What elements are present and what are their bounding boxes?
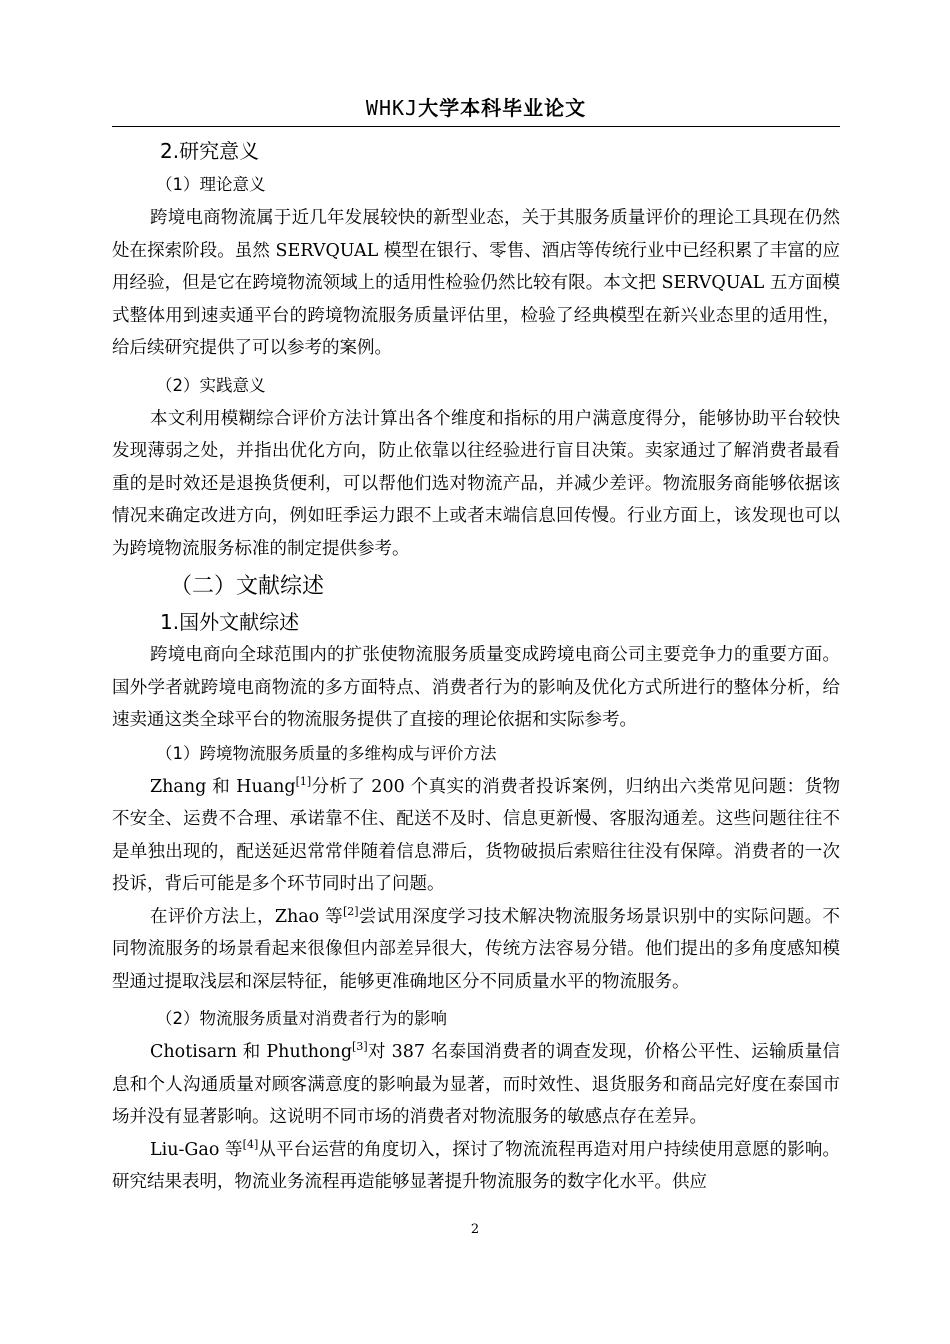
citation-1: [1]	[295, 774, 312, 788]
subheading-consumer-behavior: （2）物流服务质量对消费者行为的影响	[156, 1009, 447, 1028]
page-body	[112, 134, 840, 1199]
paragraph-literature-intro: 跨境电商向全球范围内的扩张使物流服务质量变成跨境电商公司主要竞争力的重要方面。国外学者就跨境电商物流的多方面特点、消费者行为的影响及优化方式所进行的整体分析，给速卖通这类全球平台的物流服务提供了直接的理论依据和实际参考。	[112, 645, 840, 730]
subheading-theoretical-significance: （1）理论意义	[156, 175, 266, 194]
section-heading-literature-review: （二）文献综述	[170, 574, 325, 599]
paragraph-zhang-huang: Zhang 和 Huang[1]分析了 200 个真实的消费者投诉案例，归纳出六类常见问题：货物不安全、运费不合理、承诺靠不住、配送不及时、信息更新慢、客服沟通差。这些问题往往不是单独出现的，配送延迟常常伴随着信息滞后，货物破损后索赔往往没有保障。消费者的一次投诉，背后可能是多个环节同时出了问题。	[112, 774, 840, 894]
citation-3: [3]	[352, 1040, 368, 1054]
header-title-latin: WHKJ	[365, 96, 419, 120]
page-number: 2	[470, 1222, 480, 1237]
header-rule	[112, 126, 840, 127]
paragraph-chotisarn: Chotisarn 和 Phuthong[3]对 387 名泰国消费者的调查发现，价格公平性、运输质量信息和个人沟通质量对顾客满意度的影响最为显著，而时效性、退货服务和商品完好度在泰国市场并没有显著影响。这说明不同市场的消费者对物流服务的敏感点存在差异。	[112, 1040, 840, 1127]
page-header	[112, 92, 840, 121]
citation-4: [4]	[242, 1137, 259, 1151]
paragraph-practical: 本文利用模糊综合评价方法计算出各个维度和指标的用户满意度得分，能够协助平台较快发现薄弱之处，并指出优化方向，防止依靠以往经验进行盲目决策。卖家通过了解消费者最看重的是时效还是退换货便利，可以帮他们选对物流产品，并减少差评。物流服务商能够依据该情况来确定改进方向，例如旺季运力跟不上或者末端信息回传慢。行业方面上，该发现也可以为跨境物流服务标准的制定提供参考。	[112, 408, 840, 559]
paragraph-theoretical: 跨境电商物流属于近几年发展较快的新型业态，关于其服务质量评价的理论工具现在仍然处在探索阶段。虽然 SERVQUAL 模型在银行、零售、酒店等传统行业中已经积累了丰富的应用经验，但是它在跨境物流领域上的适用性检验仍然比较有限。本文把 SERVQUAL 五方面模式整体用到速卖通平台的跨境物流服务质量评估里，检验了经典模型在新兴业态里的适用性，给后续研究提供了可以参考的案例。	[112, 208, 840, 358]
subsection-heading-foreign-literature: 1.国外文献综述	[160, 610, 300, 634]
subheading-practical-significance: （2）实践意义	[156, 375, 266, 395]
header-title-cn: 大学本科毕业论文	[418, 96, 587, 120]
paragraph-zhao: 在评价方法上，Zhao 等[2]尝试用深度学习技术解决物流服务场景识别中的实际问题。不同物流服务的场景看起来很像但内部差异很大，传统方法容易分错。他们提出的多角度感知模型通过提取浅层和深层特征，能够更准确地区分不同质量水平的物流服务。	[112, 904, 840, 992]
subheading-dimensions-methods: （1）跨境物流服务质量的多维构成与评价方法	[156, 743, 497, 763]
citation-2: [2]	[342, 904, 359, 918]
section-heading-research-significance: 2.研究意义	[160, 139, 260, 163]
paragraph-liu-gao: Liu-Gao 等[4]从平台运营的角度切入，探讨了物流流程再造对用户持续使用意愿的影响。研究结果表明，物流业务流程再造能够显著提升物流服务的数字化水平。供应	[112, 1137, 840, 1192]
